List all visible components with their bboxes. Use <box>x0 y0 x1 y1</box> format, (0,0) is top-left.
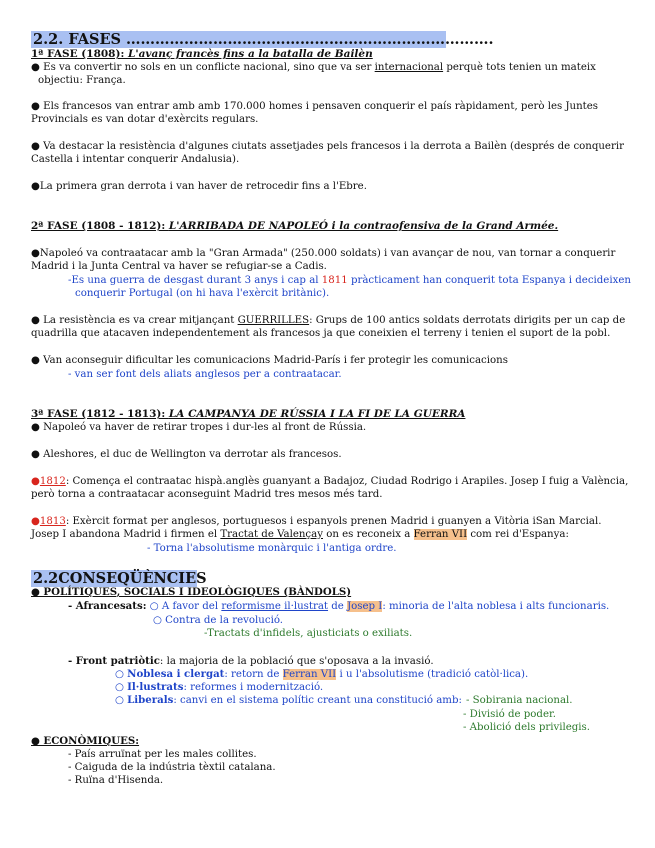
economiques-item-3: - Ruïna d'Hisenda. <box>68 775 164 786</box>
section-heading-consequencies: 2.2CONSEQÜÈNCIES <box>33 570 207 587</box>
phase2-subpoint-1: -Es una guerra de desgast durant 3 anys i cap al 1811 pràcticament han conquerit tota Espanya i decideixen <box>68 275 631 286</box>
afrancesats-sub-1: ○ Contra de la revolució. <box>153 615 284 626</box>
phase1-paragraph-4: ●La primera gran derrota i van haver de retrocedir fins a l'Ebre. <box>31 181 367 192</box>
phase3-paragraph-3-line2: però torna a contraatacar aconseguint Madrid tres mesos més tard. <box>31 489 383 500</box>
phase3-paragraph-1: ● Napoleó va haver de retirar tropes i dur-les al front de Rússia. <box>31 422 367 433</box>
phase1-paragraph-1: ● Es va convertir no sols en un conflicte nacional, sino que va ser internacional perquè tots tenien un mateix <box>31 62 596 73</box>
phase2-paragraph-1: ●Napoleó va contraatacar amb la "Gran Armada" (250.000 soldats) i van avançar de nou, van tornar a conquerir <box>31 248 616 259</box>
phase2-paragraph-3: ● Van aconseguir dificultar les comunicacions Madrid-París i fer protegir les comunicacions <box>31 355 508 366</box>
phase1-paragraph-1-line2: objectiu: França. <box>38 75 126 86</box>
front-patriotic-line: - Front patriòtic: la majoria de la població que s'oposava a la invasió. <box>68 655 434 667</box>
illustrats-line: ○ Il·lustrats: reformes i modernització. <box>115 681 324 693</box>
phase2-title: 2ª FASE (1808 - 1812): L'ARRIBADA DE NAPOLEÓ i la contraofensiva de la Grand Armée. <box>31 220 559 232</box>
phase2-paragraph-1-line2: Madrid i la Junta Central va haver se refugiar-se a Cadis. <box>31 261 327 272</box>
liberals-item-2: - Divisió de poder. <box>463 709 556 720</box>
phase3-paragraph-3: ●1812: Comença el contraatac hispà.anglès guanyant a Badajoz, Ciudad Rodrigo i Arapiles. Josep I fuig a València, <box>31 476 629 487</box>
phase1-paragraph-3-line2: Castella i intentar conquerir Andalusia). <box>31 154 240 165</box>
phase3-paragraph-2: ● Aleshores, el duc de Wellington va derrotar als francesos. <box>31 449 342 460</box>
phase3-subpoint: - Torna l'absolutisme monàrquic i l'antiga ordre. <box>147 543 397 554</box>
phase1-title: 1ª FASE (1808): L'avanç francès fins a la batalla de Bailèn <box>31 48 373 60</box>
phase1-paragraph-3: ● Va destacar la resistència d'algunes ciutats assetjades pels francesos i la derrota a Bailèn (després de conquerir <box>31 141 624 152</box>
liberals-line: ○ Liberals: canvi en el sistema polític creant una constitució amb: <box>115 694 462 706</box>
economiques-heading: ● ECONÒMIQUES: <box>31 735 140 747</box>
liberals-item-3: - Abolició dels privilegis. <box>463 722 591 733</box>
afrancesats-line: - Afrancesats: ○ A favor del reformisme il·lustrat de Josep I: minoria de l'alta noblesa i alts funcionaris. <box>68 600 610 612</box>
afrancesats-sub-2: -Tractats d'infidels, ajusticiats o exiliats. <box>204 628 413 639</box>
politiques-heading: ● POLÍTIQUES, SOCIALS I IDEOLÒGIQUES (BÀNDOLS) <box>31 586 352 598</box>
phase2-paragraph-2: ● La resistència es va crear mitjançant GUERRILLES: Grups de 100 antics soldats derrotats dirigits per un cap de <box>31 315 626 326</box>
phase1-paragraph-2: ● Els francesos van entrar amb amb 170.000 homes i pensaven conquerir el país ràpidament, però les Juntes <box>31 101 599 112</box>
phase3-title: 3ª FASE (1812 - 1813): LA CAMPANYA DE RÚSSIA I LA FI DE LA GUERRA <box>31 408 466 420</box>
noblesa-clergat-line: ○ Noblesa i clergat: retorn de Ferran VII i u l'absolutisme (tradició catòl·lica). <box>115 668 529 680</box>
economiques-item-2: - Caiguda de la indústria tèxtil catalana. <box>68 762 276 773</box>
phase2-subpoint-2: - van ser font dels aliats anglesos per a contraatacar. <box>68 369 342 380</box>
phase3-paragraph-4-line2: Josep I abandona Madrid i firmen el Tractat de Valençay on es reconeix a Ferran VII com rei d'Espanya: <box>31 529 569 540</box>
section-heading-fases: 2.2. FASES …………………………………………………………………. <box>33 31 494 48</box>
liberals-item-1: - Sobirania nacional. <box>466 695 573 706</box>
phase2-subpoint-1-line2: conquerir Portugal (on hi hava l'exèrcit britànic). <box>75 288 330 299</box>
phase2-paragraph-2-line2: quadrilla que atacaven independentement als francesos ja que coneixien el terreny i tenien el suport de la pobl. <box>31 328 611 339</box>
economiques-item-1: - País arruïnat per les males collites. <box>68 749 257 760</box>
phase1-paragraph-2-line2: Provincials es van dotar d'exèrcits regulars. <box>31 114 259 125</box>
phase3-paragraph-4: ●1813: Exèrcit format per anglesos, portuguesos i espanyols prenen Madrid i guanyen a Vitòria iSan Marcial. <box>31 516 602 527</box>
